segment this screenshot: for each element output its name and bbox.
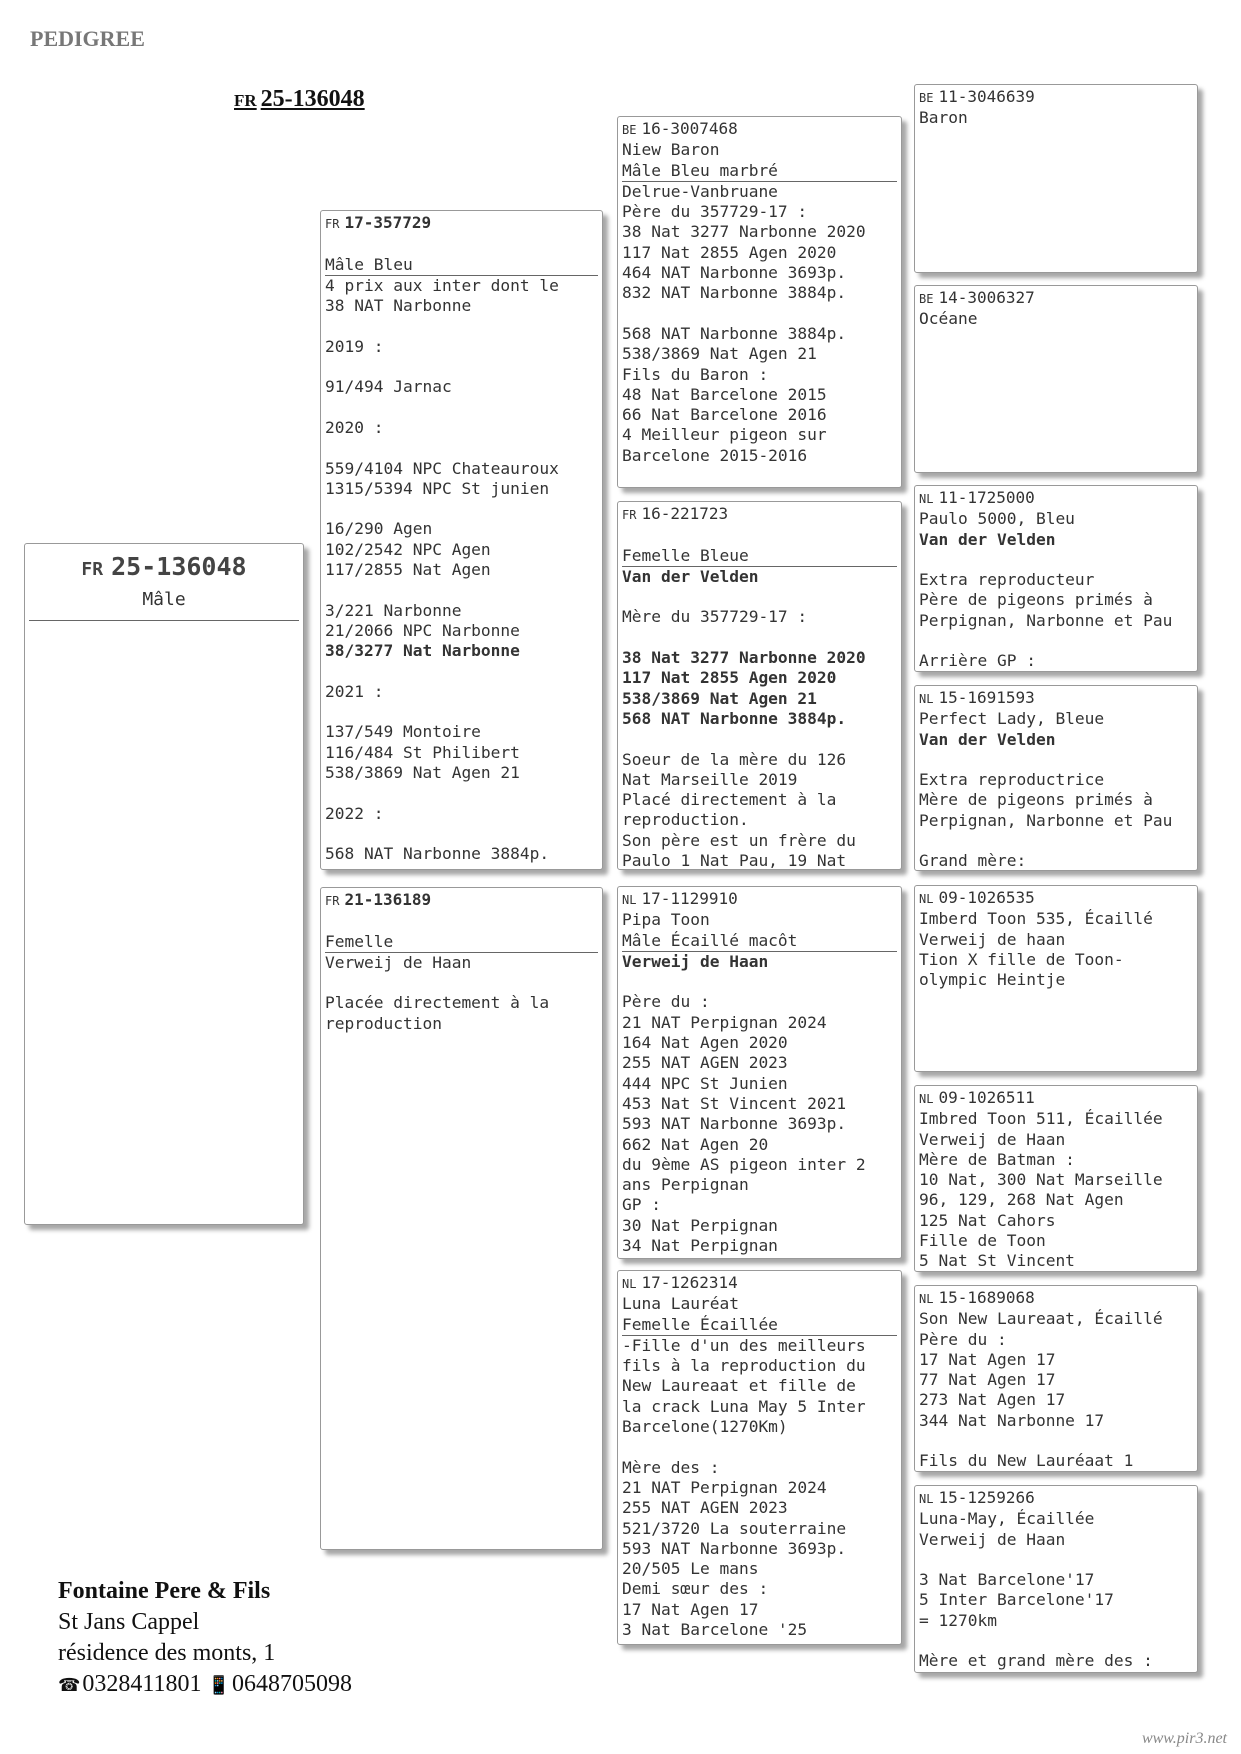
ring-value: 16-3007468 bbox=[641, 119, 738, 138]
dam-dam-box bbox=[617, 1270, 902, 1645]
info-line bbox=[622, 628, 897, 648]
info-line: Verweij de Haan bbox=[622, 951, 769, 971]
info-line: Son père est un frère du bbox=[622, 830, 856, 850]
info-line: 2020 : bbox=[325, 417, 384, 437]
ring-number bbox=[919, 688, 1193, 709]
info-line: 66 Nat Barcelone 2016 bbox=[622, 405, 827, 425]
info-line bbox=[622, 525, 897, 545]
country-code: BE bbox=[919, 91, 934, 105]
info-line: Verweij de Haan bbox=[919, 1129, 1066, 1149]
country-code: BE bbox=[622, 123, 637, 137]
sire-dam-box bbox=[617, 501, 902, 870]
ring-value: 17-357729 bbox=[344, 213, 432, 232]
info-line: Placé directement à la bbox=[622, 790, 837, 810]
sire-sire-sire-box bbox=[914, 84, 1198, 273]
info-line: Imbred Toon 511, Écaillée bbox=[919, 1109, 1163, 1129]
info-line: 344 Nat Narbonne 17 bbox=[919, 1410, 1105, 1430]
info-line bbox=[919, 750, 1193, 770]
info-line: 48 Nat Barcelone 2015 bbox=[622, 384, 827, 404]
info-line: Perfect Lady, Bleue bbox=[919, 709, 1105, 729]
ring-number bbox=[622, 119, 897, 140]
info-line bbox=[622, 1437, 897, 1457]
phone-icon: ☎ bbox=[58, 1675, 81, 1695]
info-line bbox=[325, 398, 598, 418]
info-line: 117 Nat 2855 Agen 2020 bbox=[622, 668, 837, 688]
info-line: 10 Nat, 300 Nat Marseille bbox=[919, 1170, 1163, 1190]
ring-number bbox=[622, 504, 897, 525]
info-line: 38 Nat 3277 Narbonne 2020 bbox=[622, 648, 866, 668]
info-line: Père du : bbox=[919, 1329, 1007, 1349]
info-line bbox=[919, 1550, 1193, 1570]
info-line: 21 NAT Perpignan 2024 bbox=[622, 1012, 827, 1032]
ring-value: 17-1262314 bbox=[641, 1273, 738, 1292]
info-line: Mère de Batman : bbox=[919, 1149, 1075, 1169]
info-line: GP : bbox=[622, 1195, 661, 1215]
info-line: Paulo 1 Nat Pau, 19 Nat bbox=[622, 851, 847, 870]
info-line: fils à la reproduction du bbox=[622, 1356, 866, 1376]
ring-value: 09-1026535 bbox=[938, 888, 1035, 907]
info-line: 117/2855 Nat Agen bbox=[325, 560, 491, 580]
info-line: 444 NPC St Junien bbox=[622, 1073, 788, 1093]
info-line: 91/494 Jarnac bbox=[325, 377, 452, 397]
info-line: 5 Nat St Vincent bbox=[919, 1251, 1075, 1271]
info-line: Grand mère: bbox=[919, 851, 1027, 871]
info-line: 38/3277 Nat Narbonne bbox=[325, 641, 520, 661]
info-line: Père de pigeons primés à bbox=[919, 590, 1153, 610]
info-line bbox=[325, 783, 598, 803]
info-line: Extra reproductrice bbox=[919, 770, 1105, 790]
title-country: FR bbox=[234, 91, 257, 110]
country-code: FR bbox=[622, 508, 637, 522]
info-line: -Fille d'un des meilleurs bbox=[622, 1335, 866, 1355]
info-line: Extra reproducteur bbox=[919, 570, 1095, 590]
info-line: Mère des : bbox=[622, 1457, 720, 1477]
info-line: Placée directement à la bbox=[325, 993, 550, 1013]
info-line bbox=[622, 587, 897, 607]
ring-value: 17-1129910 bbox=[641, 889, 738, 908]
info-line: 137/549 Montoire bbox=[325, 722, 481, 742]
info-line: Van der Velden bbox=[622, 566, 759, 586]
info-line: Femelle Écaillée bbox=[622, 1315, 897, 1336]
info-line: 96, 129, 268 Nat Agen bbox=[919, 1190, 1124, 1210]
ring-number bbox=[919, 488, 1193, 509]
country-code: NL bbox=[919, 492, 934, 506]
owner-mobile: 0648705098 bbox=[231, 1671, 352, 1697]
footer-url: www.pir3.net bbox=[1141, 1730, 1227, 1747]
info-line: 538/3869 Nat Agen 21 bbox=[622, 344, 817, 364]
owner-phones bbox=[58, 1669, 352, 1701]
info-line: Mère et grand mère des : bbox=[919, 1651, 1153, 1671]
info-line: Mâle Écaillé macôt bbox=[622, 931, 897, 952]
info-line: reproduction. bbox=[622, 810, 749, 830]
info-line bbox=[919, 1431, 1193, 1451]
info-line: Père du 357729-17 : bbox=[622, 202, 808, 222]
info-line: 34 Nat Perpignan bbox=[622, 1236, 778, 1256]
ring-value: 15-1259266 bbox=[938, 1488, 1035, 1507]
info-line: Verweij de Haan bbox=[919, 1529, 1066, 1549]
subject-sex: Mâle bbox=[29, 589, 299, 621]
owner-name: Fontaine Pere & Fils bbox=[58, 1578, 271, 1604]
info-line: Océane bbox=[919, 309, 978, 329]
info-line: 3/221 Narbonne bbox=[325, 600, 462, 620]
info-line bbox=[325, 580, 598, 600]
ring-number bbox=[919, 1488, 1193, 1509]
subject-country: FR bbox=[81, 559, 104, 580]
info-line bbox=[325, 499, 598, 519]
sire-dam-sire-box bbox=[914, 485, 1198, 672]
info-line: 38 NAT Narbonne bbox=[325, 296, 472, 316]
info-line: 662 Nat Agen 20 bbox=[622, 1134, 769, 1154]
page-heading: PEDIGREE bbox=[30, 26, 145, 51]
sire-box bbox=[320, 210, 603, 870]
info-line: 30 Nat Perpignan bbox=[622, 1215, 778, 1235]
info-line: 255 NAT AGEN 2023 bbox=[622, 1053, 788, 1073]
info-line bbox=[325, 357, 598, 377]
info-line: 21 NAT Perpignan 2024 bbox=[622, 1477, 827, 1497]
info-line: la crack Luna May 5 Inter bbox=[622, 1396, 866, 1416]
country-code: NL bbox=[919, 1092, 934, 1106]
info-line: Pipa Toon bbox=[622, 910, 710, 930]
info-line: Verweij de haan bbox=[919, 929, 1066, 949]
info-line: Demi sœur des : bbox=[622, 1579, 769, 1599]
info-line: Van der Velden bbox=[919, 729, 1056, 749]
info-line: 3 Nat Barcelone '25 bbox=[622, 1620, 808, 1640]
info-line: Barcelone(1270Km) bbox=[622, 1417, 788, 1437]
info-line: Perpignan, Narbonne et Pau bbox=[919, 810, 1173, 830]
info-line: Soeur de la mère du 126 bbox=[622, 749, 847, 769]
ring-value: 11-1725000 bbox=[938, 488, 1035, 507]
info-line: 568 NAT Narbonne 3884p. bbox=[622, 708, 847, 728]
info-line: olympic Heintje bbox=[919, 970, 1066, 990]
info-line: Son New Laureaat, Écaillé bbox=[919, 1309, 1163, 1329]
info-line: Fille de Toon bbox=[919, 1231, 1046, 1251]
info-line: Nat Marseille 2019 bbox=[622, 769, 798, 789]
title-ring: 25-136048 bbox=[260, 86, 365, 112]
info-line: 568 NAT Narbonne 3884p. bbox=[325, 844, 550, 864]
info-line: Mâle Bleu marbré bbox=[622, 161, 897, 182]
info-line: Fils du New Lauréaat 1 bbox=[919, 1451, 1134, 1471]
info-line: 464 NAT Narbonne 3693p. bbox=[622, 263, 847, 283]
info-line: Luna-May, Écaillée bbox=[919, 1509, 1095, 1529]
info-line: New Laureaat et fille de bbox=[622, 1376, 856, 1396]
info-line bbox=[622, 972, 897, 992]
info-line: 2022 : bbox=[325, 803, 384, 823]
info-line: Fils du Baron : bbox=[622, 364, 769, 384]
info-line: Arrière GP : bbox=[919, 651, 1036, 671]
info-line: 568 NAT Narbonne 3884p. bbox=[622, 323, 847, 343]
subject-box bbox=[24, 543, 304, 1225]
info-line: Mère du 357729-17 : bbox=[622, 607, 808, 627]
info-line: 3 Nat Barcelone'17 bbox=[919, 1570, 1095, 1590]
info-line: 21/2066 NPC Narbonne bbox=[325, 620, 520, 640]
info-line: Imberd Toon 535, Écaillé bbox=[919, 909, 1153, 929]
dam-dam-dam-box bbox=[914, 1485, 1198, 1673]
ring-value: 15-1691593 bbox=[938, 688, 1035, 707]
info-line: 2019 : bbox=[325, 336, 384, 356]
country-code: NL bbox=[622, 1277, 637, 1291]
dam-sire-dam-box bbox=[914, 1085, 1198, 1272]
info-line: Baron bbox=[919, 108, 968, 128]
mobile-icon: 📱 bbox=[207, 1675, 230, 1695]
info-line bbox=[325, 911, 598, 931]
ring-number bbox=[325, 890, 598, 911]
info-line: Van der Velden bbox=[919, 529, 1056, 549]
info-line: 5 Inter Barcelone'17 bbox=[919, 1590, 1114, 1610]
info-line bbox=[325, 702, 598, 722]
info-line: Delrue-Vanbruane bbox=[622, 181, 778, 201]
info-line: Paulo 5000, Bleu bbox=[919, 509, 1075, 529]
info-line bbox=[622, 729, 897, 749]
dam-sire-box bbox=[617, 886, 902, 1259]
ring-value: 21-136189 bbox=[344, 890, 432, 909]
ring-value: 16-221723 bbox=[641, 504, 729, 523]
info-line: Niew Baron bbox=[622, 140, 720, 160]
info-line: Luna Lauréat bbox=[622, 1294, 739, 1314]
info-line: 273 Nat Agen 17 bbox=[919, 1390, 1066, 1410]
dam-sire-sire-box bbox=[914, 885, 1198, 1072]
info-line: Mère de pigeons primés à bbox=[919, 790, 1153, 810]
info-line: 453 Nat St Vincent 2021 bbox=[622, 1093, 847, 1113]
ring-value: 09-1026511 bbox=[938, 1088, 1035, 1107]
ring-number bbox=[919, 1288, 1193, 1309]
info-line: 125 Nat Cahors bbox=[919, 1210, 1056, 1230]
sire-dam-dam-box bbox=[914, 685, 1198, 871]
info-line bbox=[622, 304, 897, 324]
info-line: 164 Nat Agen 2020 bbox=[622, 1033, 788, 1053]
info-line: Tion X fille de Toon- bbox=[919, 949, 1124, 969]
subject-ring-number: 25-136048 bbox=[111, 552, 247, 581]
info-line bbox=[325, 824, 598, 844]
info-line: 116/484 St Philibert bbox=[325, 742, 520, 762]
ring-number bbox=[919, 87, 1193, 108]
info-line bbox=[325, 973, 598, 993]
sire-sire-dam-box bbox=[914, 285, 1198, 473]
info-line: Femelle Bleue bbox=[622, 546, 897, 567]
country-code: BE bbox=[919, 292, 934, 306]
info-line: 4 Meilleur pigeon sur bbox=[622, 425, 827, 445]
info-line bbox=[919, 550, 1193, 570]
dam-dam-sire-box bbox=[914, 1285, 1198, 1472]
owner-city: St Jans Cappel bbox=[58, 1609, 200, 1635]
info-line: du 9ème AS pigeon inter 2 bbox=[622, 1154, 866, 1174]
info-line: 20/505 Le mans bbox=[622, 1559, 759, 1579]
info-line: 255 NAT AGEN 2023 bbox=[622, 1498, 788, 1518]
owner-phone: 0328411801 bbox=[82, 1671, 202, 1697]
info-line: Père du : bbox=[622, 992, 710, 1012]
info-line: Perpignan, Narbonne et Pau bbox=[919, 610, 1173, 630]
info-line: 16/290 Agen bbox=[325, 519, 433, 539]
info-line: 593 NAT Narbonne 3693p. bbox=[622, 1538, 847, 1558]
ring-number bbox=[919, 888, 1193, 909]
owner-block bbox=[58, 1576, 352, 1701]
info-line: 559/4104 NPC Chateauroux bbox=[325, 458, 559, 478]
info-line bbox=[919, 1631, 1193, 1651]
ring-value: 11-3046639 bbox=[938, 87, 1035, 106]
country-code: FR bbox=[325, 217, 340, 231]
info-line: Verweij de Haan bbox=[325, 952, 472, 972]
info-line: 832 NAT Narbonne 3884p. bbox=[622, 283, 847, 303]
country-code: NL bbox=[622, 893, 637, 907]
info-line: 538/3869 Nat Agen 21 bbox=[325, 763, 520, 783]
owner-address: résidence des monts, 1 bbox=[58, 1640, 276, 1666]
ring-value: 14-3006327 bbox=[938, 288, 1035, 307]
pedigree-title bbox=[234, 86, 365, 113]
info-line bbox=[325, 234, 598, 254]
country-code: NL bbox=[919, 1292, 934, 1306]
info-line bbox=[325, 316, 598, 336]
info-line: 17 Nat Agen 17 bbox=[622, 1599, 759, 1619]
info-line: 521/3720 La souterraine bbox=[622, 1518, 847, 1538]
country-code: NL bbox=[919, 1492, 934, 1506]
info-line: 538/3869 Nat Agen 21 bbox=[622, 688, 817, 708]
ring-value: 15-1689068 bbox=[938, 1288, 1035, 1307]
country-code: FR bbox=[325, 894, 340, 908]
country-code: NL bbox=[919, 692, 934, 706]
ring-number bbox=[622, 1273, 897, 1294]
info-line: 2021 : bbox=[325, 681, 384, 701]
info-line bbox=[325, 438, 598, 458]
info-line: 4 prix aux inter dont le bbox=[325, 275, 559, 295]
info-line: 593 NAT Narbonne 3693p. bbox=[622, 1114, 847, 1134]
info-line: 102/2542 NPC Agen bbox=[325, 539, 491, 559]
ring-number bbox=[325, 213, 598, 234]
sire-sire-box bbox=[617, 116, 902, 488]
country-code: NL bbox=[919, 892, 934, 906]
subject-ring bbox=[25, 552, 303, 581]
info-line: 38 Nat 3277 Narbonne 2020 bbox=[622, 222, 866, 242]
info-line: ans Perpignan bbox=[622, 1175, 749, 1195]
info-line: = 1270km bbox=[919, 1610, 997, 1630]
ring-number bbox=[622, 889, 897, 910]
info-line: Mâle Bleu bbox=[325, 255, 598, 276]
info-line bbox=[919, 631, 1193, 651]
info-line: 1315/5394 NPC St junien bbox=[325, 478, 550, 498]
dam-box bbox=[320, 887, 603, 1550]
info-line: 17 Nat Agen 17 bbox=[919, 1349, 1056, 1369]
info-line: 117 Nat 2855 Agen 2020 bbox=[622, 242, 837, 262]
info-line bbox=[325, 662, 598, 682]
ring-number bbox=[919, 288, 1193, 309]
ring-number bbox=[919, 1088, 1193, 1109]
info-line bbox=[919, 831, 1193, 851]
info-line: Femelle bbox=[325, 932, 598, 953]
info-line: Barcelone 2015-2016 bbox=[622, 445, 808, 465]
info-line: reproduction bbox=[325, 1013, 442, 1033]
info-line: 77 Nat Agen 17 bbox=[919, 1370, 1056, 1390]
